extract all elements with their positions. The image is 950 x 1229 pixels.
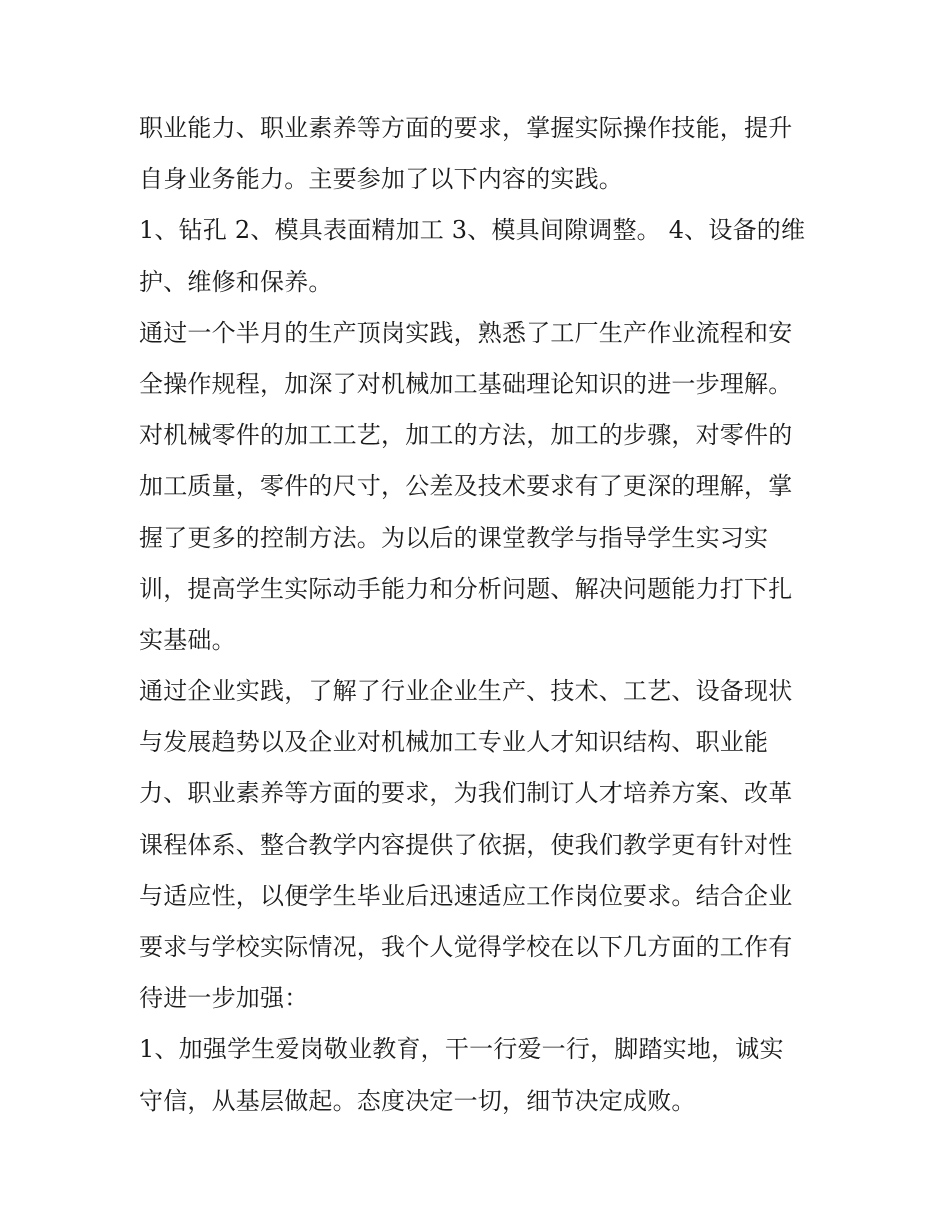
text-line: 握了更多的控制方法。为以后的课堂教学与指导学生实习实 (139, 523, 769, 552)
text-line: 全操作规程，加深了对机械加工基础理论知识的进一步理解。 (139, 369, 793, 398)
text-line: 护、维修和保养。 (139, 267, 333, 296)
text-line: 守信，从基层做起。态度决定一切，细节决定成败。 (139, 1086, 696, 1115)
body-text (139, 103, 819, 1127)
text-line: 1、加强学生爱岗敬业教育，干一行爱一行，脚踏实地，诚实 (139, 1035, 784, 1064)
text-line: 实基础。 (139, 625, 236, 654)
text-line: 训，提高学生实际动手能力和分析问题、解决问题能力打下扎 (139, 574, 793, 603)
text-line: 与适应性，以便学生毕业后迅速适应工作岗位要求。结合企业 (139, 881, 793, 910)
text-line: 通过一个半月的生产顶岗实践，熟悉了工厂生产作业流程和安 (139, 318, 793, 347)
text-line: 自身业务能力。主要参加了以下内容的实践。 (139, 165, 623, 194)
text-line: 对机械零件的加工工艺，加工的方法，加工的步骤，对零件的 (139, 421, 793, 450)
text-line: 课程体系、整合教学内容提供了依据，使我们教学更有针对性 (139, 830, 793, 859)
text-line: 要求与学校实际情况，我个人觉得学校在以下几方面的工作有 (139, 933, 793, 961)
text-line: 通过企业实践，了解了行业企业生产、技术、工艺、设备现状 (139, 677, 793, 706)
text-line: 待进一步加强： (139, 984, 309, 1013)
text-line: 1、钻孔 2、模具表面精加工 3、模具间隙调整。 4、设备的维 (139, 216, 806, 245)
text-line: 力、职业素养等方面的要求，为我们制订人才培养方案、改革 (139, 779, 793, 808)
text-line: 与发展趋势以及企业对机械加工专业人才知识结构、职业能 (139, 728, 769, 757)
text-line: 职业能力、职业素养等方面的要求，掌握实际操作技能，提升 (139, 114, 793, 142)
text-line: 加工质量，零件的尺寸，公差及技术要求有了更深的理解，掌 (139, 472, 793, 501)
